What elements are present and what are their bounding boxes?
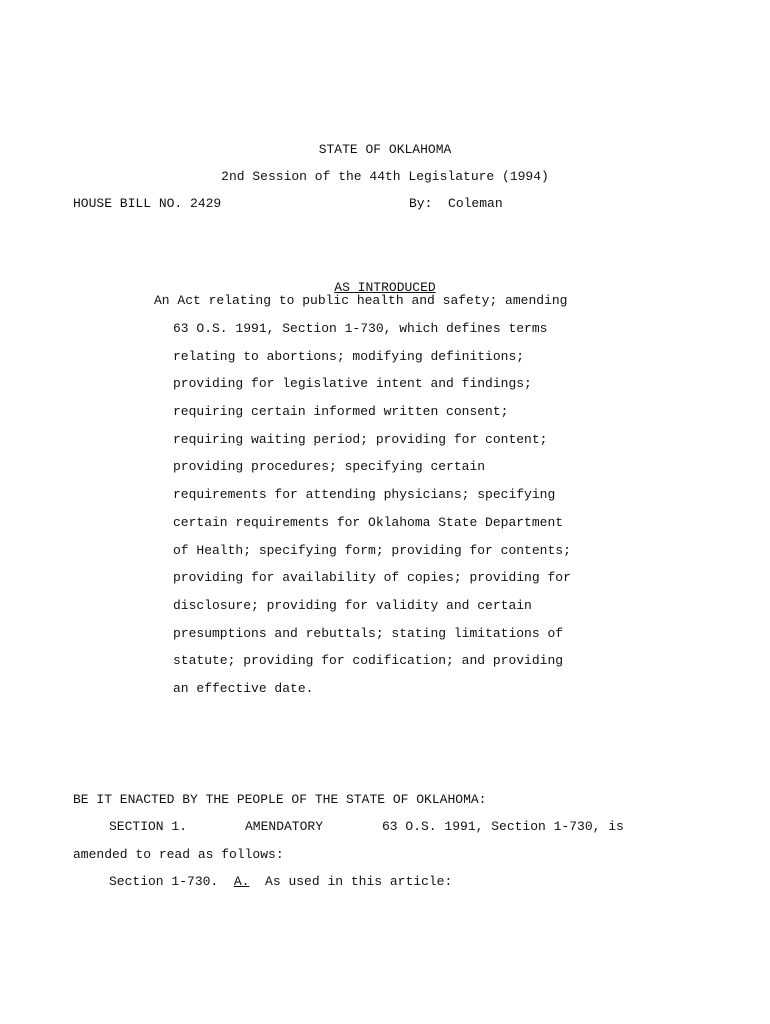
act-title-line: an effective date. (173, 681, 314, 696)
act-title-line: disclosure; providing for validity and certain (173, 598, 532, 613)
act-title-line: presumptions and rebuttals; stating limitations of (173, 626, 564, 641)
subsection-text: As used in this article: (265, 874, 453, 889)
act-title-line: requiring certain informed written consent; (173, 404, 509, 419)
act-title-line: providing for legislative intent and findings; (173, 376, 532, 391)
act-title-line: 63 O.S. 1991, Section 1-730, which defines terms (173, 321, 548, 336)
act-title-line: relating to abortions; modifying definitions; (173, 349, 525, 364)
section-label: SECTION 1. (109, 819, 188, 834)
act-title-line: certain requirements for Oklahoma State Department (173, 515, 564, 530)
section-continuation: amended to read as follows: (73, 847, 284, 862)
bill-number: HOUSE BILL NO. 2429 (73, 196, 222, 211)
act-title-line: requirements for attending physicians; specifying (173, 487, 556, 502)
author-name: Coleman (448, 196, 503, 211)
act-title-line: statute; providing for codification; and providing (173, 653, 564, 668)
session-heading: 2nd Session of the 44th Legislature (1994) (221, 169, 549, 184)
section-citation: 63 O.S. 1991, Section 1-730, is (382, 819, 624, 834)
act-title-line: of Health; specifying form; providing for contents; (173, 543, 571, 558)
status-text: AS INTRODUCED (334, 280, 436, 295)
subsection-label: Section 1-730. (109, 874, 219, 889)
subsection-line (109, 874, 452, 890)
section-type: AMENDATORY (245, 819, 324, 834)
subsection-marker: A. (233, 874, 250, 889)
author-line (409, 196, 503, 212)
act-title-line: requiring waiting period; providing for content; (173, 432, 548, 447)
act-title-line: providing procedures; specifying certain (173, 459, 486, 474)
state-heading: STATE OF OKLAHOMA (318, 142, 452, 157)
enacting-clause: BE IT ENACTED BY THE PEOPLE OF THE STATE OF OKLAHOMA: (73, 792, 487, 807)
author-label: By: (409, 196, 433, 211)
act-title-line: providing for availability of copies; providing for (173, 570, 571, 585)
act-title-first-line: An Act relating to public health and safety; amending (154, 293, 568, 308)
